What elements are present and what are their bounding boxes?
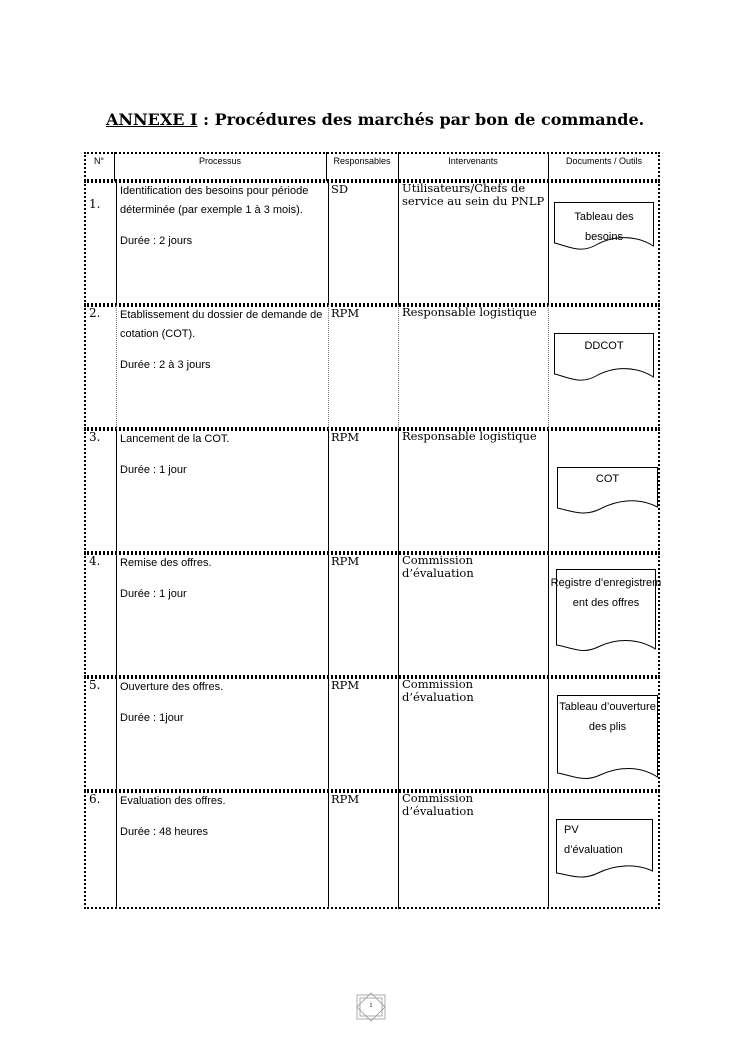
page-number-ornament — [354, 992, 388, 1022]
duration-text: Durée : 1 jour — [120, 464, 187, 476]
table-row — [84, 181, 660, 305]
intervenants-cell: Commission d’évaluation — [402, 553, 474, 580]
document-shape — [554, 202, 654, 246]
document-label: Registre d’enregistrem ent des offres — [550, 577, 662, 609]
document-shape — [556, 819, 653, 877]
annex-label: ANNEXE I — [106, 110, 198, 129]
column-divider — [548, 429, 549, 553]
row-number: 3. — [89, 430, 101, 444]
column-divider — [398, 305, 399, 429]
intervenants-cell: Utilisateurs/Chefs de service au sein du PNLP — [402, 181, 545, 208]
column-divider — [328, 429, 329, 553]
intervenants-cell: Responsable logistique — [402, 429, 537, 443]
column-divider — [328, 791, 329, 909]
processus-text: Ouverture des offres. — [120, 681, 224, 693]
processus-text: Evaluation des offres. — [120, 795, 226, 807]
row-number: 6. — [89, 792, 101, 806]
column-divider — [116, 429, 117, 553]
processus-cell — [120, 792, 324, 842]
duration-text: Durée : 1 jour — [120, 588, 187, 600]
document-shape — [554, 333, 654, 377]
document-shape — [557, 695, 658, 777]
column-divider — [548, 553, 549, 677]
column-divider — [328, 305, 329, 429]
document-shape — [550, 569, 662, 649]
header-responsables: Responsables — [333, 156, 391, 166]
processus-cell — [120, 182, 324, 251]
duration-text: Durée : 2 jours — [120, 235, 193, 247]
responsable-cell: SD — [331, 182, 349, 196]
column-divider — [328, 181, 329, 305]
document-label: DDCOT — [584, 340, 624, 352]
row-number: 2. — [89, 306, 101, 320]
annex-title: : Procédures des marchés par bon de commande. — [197, 110, 645, 129]
row-number: 4. — [89, 554, 101, 568]
document-label: Tableau des besoins — [574, 211, 634, 243]
table-row — [84, 791, 660, 909]
responsable-cell: RPM — [331, 678, 360, 692]
column-divider — [398, 553, 399, 677]
column-divider — [398, 181, 399, 305]
responsable-cell: RPM — [331, 306, 360, 320]
table-row — [84, 429, 660, 553]
responsable-cell: RPM — [331, 430, 360, 444]
duration-text: Durée : 48 heures — [120, 826, 209, 838]
processus-text: Remise des offres. — [120, 557, 212, 569]
processus-cell — [120, 430, 324, 480]
table-header — [84, 152, 660, 181]
processus-cell — [120, 306, 324, 375]
intervenants-cell: Responsable logistique — [402, 305, 537, 319]
column-divider — [116, 677, 117, 791]
column-divider — [328, 677, 329, 791]
column-divider — [548, 677, 549, 791]
header-intervenants: Intervenants — [448, 156, 498, 166]
processus-cell — [120, 554, 324, 604]
table-row — [84, 553, 660, 677]
header-num: N° — [93, 156, 105, 166]
column-divider — [398, 791, 399, 909]
processus-cell — [120, 678, 324, 728]
column-divider — [548, 181, 549, 305]
column-divider — [116, 791, 117, 909]
responsable-cell: RPM — [331, 554, 360, 568]
column-divider — [116, 305, 117, 429]
duration-text: Durée : 2 à 3 jours — [120, 359, 211, 371]
document-label: COT — [595, 473, 620, 485]
column-divider — [548, 305, 549, 429]
table-row — [84, 677, 660, 791]
table-row — [84, 305, 660, 429]
document-label: Tableau d’ouverture des plis — [559, 701, 656, 733]
column-divider — [398, 677, 399, 791]
header-processus: Processus — [198, 156, 242, 166]
processus-text: Lancement de la COT. — [120, 433, 230, 445]
document-shape — [557, 467, 658, 511]
duration-text: Durée : 1jour — [120, 712, 184, 724]
page-number: i — [369, 1001, 373, 1009]
column-divider — [398, 429, 399, 553]
column-divider — [116, 181, 117, 305]
document-label: PV d’évaluation — [564, 824, 623, 856]
row-number: 5. — [89, 678, 101, 692]
page-title — [106, 110, 644, 129]
row-number: 1. — [89, 197, 101, 211]
intervenants-cell: Commission d’évaluation — [402, 677, 474, 704]
processus-text: Identification des besoins pour période déterminée (par exemple 1 à 3 mois). — [120, 185, 309, 216]
processus-text: Etablissement du dossier de demande de cotation (COT). — [120, 309, 323, 340]
responsable-cell: RPM — [331, 792, 360, 806]
intervenants-cell: Commission d’évaluation — [402, 791, 474, 818]
column-divider — [116, 553, 117, 677]
column-divider — [548, 791, 549, 909]
header-documents: Documents / Outils — [565, 156, 643, 166]
column-divider — [328, 553, 329, 677]
